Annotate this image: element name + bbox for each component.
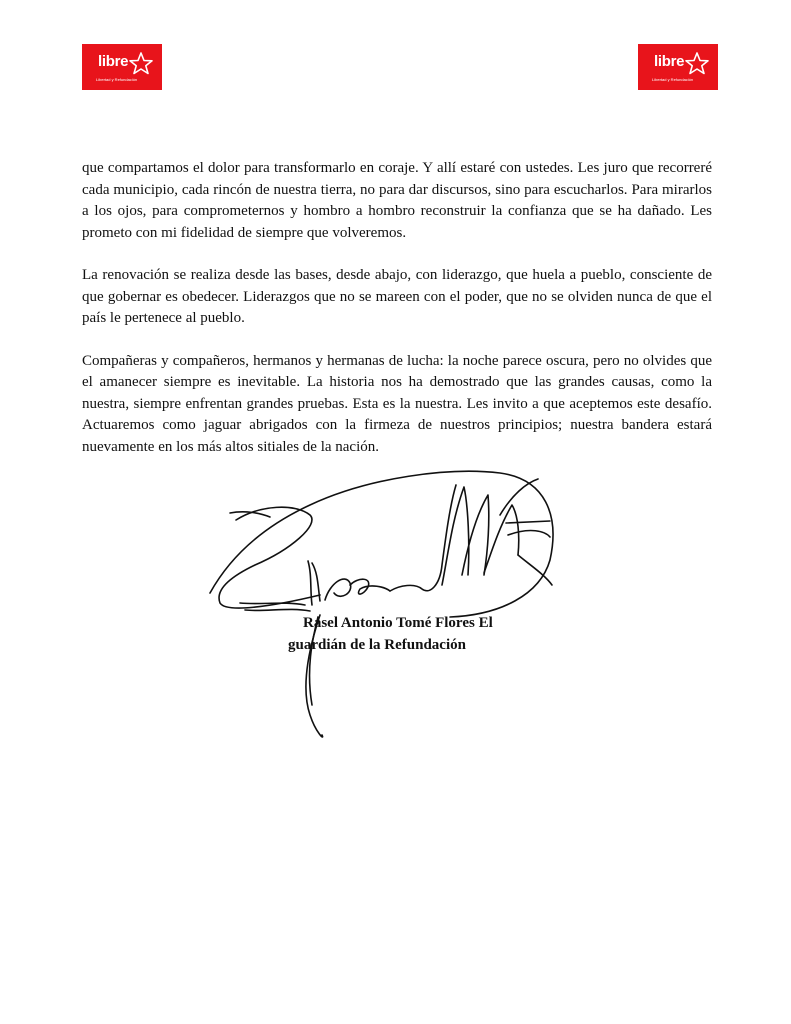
- libre-logo-left: [82, 44, 162, 90]
- star-icon: [684, 51, 710, 75]
- logo-tagline: Libertad y Refundación: [652, 77, 694, 82]
- paragraph: La renovación se realiza desde las bases, desde abajo, con liderazgo, que huela a pueblo, consciente de que gobernar es obedecer. Liderazgos que no se mareen con el poder, que no se olviden nunca de que el país le pertenece al pueblo.: [82, 267, 712, 326]
- logo-wordmark: libre: [654, 53, 685, 70]
- libre-logo-right: [638, 44, 718, 90]
- handwritten-signature: [200, 465, 570, 745]
- paragraph: Compañeras y compañeros, hermanos y hermanas de lucha: la noche parece oscura, pero no olvides que el amanecer siempre es inevitable. La historia nos ha demostrado que las grandes causas, como la nuestra, siempre enfrentan grandes pruebas. Esta es la nuestra. Les invito a que aceptemos este desafío. Actuaremos como jaguar abrigados con la firmeza de nuestros principios; nuestra bandera estará nuevamente en los más altos sitiales de la nación.: [82, 352, 712, 455]
- logo-wordmark: libre: [98, 53, 129, 70]
- paragraph: que compartamos el dolor para transformarlo en coraje. Y allí estaré con ustedes. Les juro que recorreré cada municipio, cada rincón de nuestra tierra, no para dar discursos, sino para escucharlos. Para mirarlos a los ojos, para comprometernos y hombro a hombro reconstruir la confianza que se ha dañado. Les prometo con mi fidelidad de siempre que volveremos.: [82, 160, 712, 241]
- signer-block: [288, 612, 493, 656]
- letter-body: [82, 158, 712, 479]
- signer-title: guardián de la Refundación: [288, 637, 466, 653]
- star-icon: [128, 51, 154, 75]
- logo-tagline: Libertad y Refundación: [96, 77, 138, 82]
- signer-name: Rasel Antonio Tomé Flores El: [303, 615, 493, 631]
